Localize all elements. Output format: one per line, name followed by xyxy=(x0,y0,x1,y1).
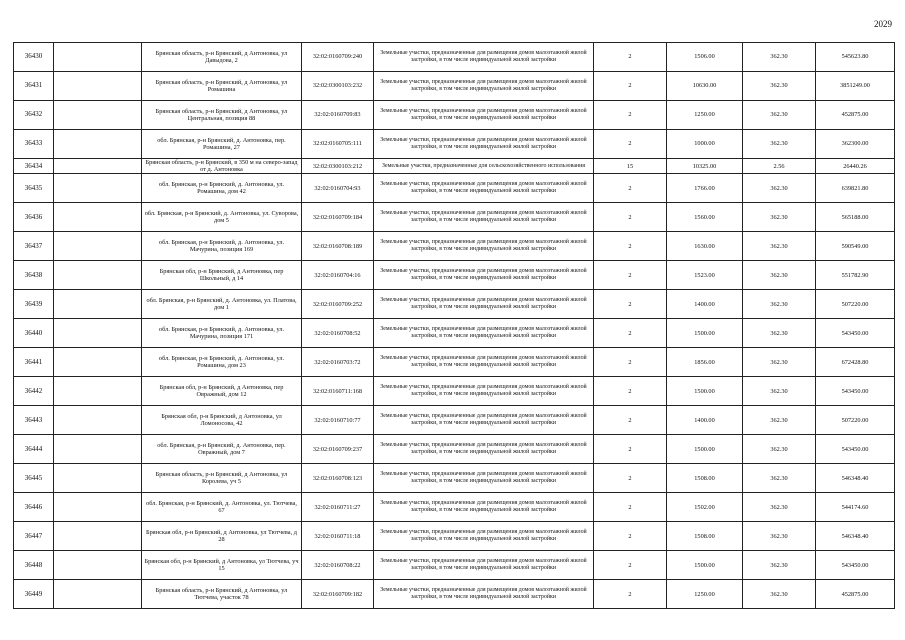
table-row xyxy=(14,43,895,72)
land-use-cell: Земельные участки, предназначенные для размещения домов малоэтажной жилой застройки, в том числе индивидуальной жилой застройки xyxy=(374,406,594,435)
record-number-cell: 36447 xyxy=(14,522,54,551)
cadastral-value-cell: 565188.00 xyxy=(816,203,895,232)
rate-cell: 362.30 xyxy=(743,493,816,522)
address-cell: Брянская область, р-н Брянский, д Антоновка, ул Тютчева, участок 78 xyxy=(142,580,302,609)
group-cell: 2 xyxy=(594,406,667,435)
area-cell: 1508.00 xyxy=(667,464,743,493)
record-number-cell: 36445 xyxy=(14,464,54,493)
address-cell: Брянская область, р-н Брянский, д Антоновка, ул Ромашина xyxy=(142,72,302,101)
address-cell: обл. Брянская, р-н Брянский, д. Антоновка, ул. Ромашина, дом 42 xyxy=(142,174,302,203)
blank-cell xyxy=(54,232,142,261)
land-use-cell: Земельные участки, предназначенные для размещения домов малоэтажной жилой застройки, в том числе индивидуальной жилой застройки xyxy=(374,174,594,203)
rate-cell: 362.30 xyxy=(743,72,816,101)
record-number-cell: 36430 xyxy=(14,43,54,72)
land-use-cell: Земельные участки, предназначенные для размещения домов малоэтажной жилой застройки, в том числе индивидуальной жилой застройки xyxy=(374,464,594,493)
area-cell: 1400.00 xyxy=(667,290,743,319)
table-row xyxy=(14,130,895,159)
rate-cell: 362.30 xyxy=(743,203,816,232)
group-cell: 2 xyxy=(594,522,667,551)
cadastral-number-cell: 32:02:0160709:182 xyxy=(302,580,374,609)
land-use-cell: Земельные участки, предназначенные для размещения домов малоэтажной жилой застройки, в том числе индивидуальной жилой застройки xyxy=(374,72,594,101)
blank-cell xyxy=(54,377,142,406)
group-cell: 15 xyxy=(594,159,667,174)
area-cell: 1560.00 xyxy=(667,203,743,232)
group-cell: 2 xyxy=(594,319,667,348)
group-cell: 2 xyxy=(594,203,667,232)
cadastral-value-cell: 546348.40 xyxy=(816,522,895,551)
record-number-cell: 36439 xyxy=(14,290,54,319)
area-cell: 1500.00 xyxy=(667,319,743,348)
blank-cell xyxy=(54,493,142,522)
cadastral-value-cell: 544174.60 xyxy=(816,493,895,522)
cadastral-number-cell: 32:02:0160709:240 xyxy=(302,43,374,72)
blank-cell xyxy=(54,319,142,348)
area-cell: 10630.00 xyxy=(667,72,743,101)
address-cell: обл. Брянская, р-н Брянский, д. Антоновка, ул. Тютчева, 67 xyxy=(142,493,302,522)
record-number-cell: 36434 xyxy=(14,159,54,174)
record-number-cell: 36432 xyxy=(14,101,54,130)
cadastral-value-cell: 545623.80 xyxy=(816,43,895,72)
rate-cell: 362.30 xyxy=(743,174,816,203)
record-number-cell: 36436 xyxy=(14,203,54,232)
cadastral-number-cell: 32:02:0160708:52 xyxy=(302,319,374,348)
address-cell: Брянская обл, р-н Брянский, д Антоновка, ул Тютчева, уч 15 xyxy=(142,551,302,580)
record-number-cell: 36437 xyxy=(14,232,54,261)
rate-cell: 362.30 xyxy=(743,522,816,551)
record-number-cell: 36435 xyxy=(14,174,54,203)
address-cell: Брянская обл, р-н Брянский, д Антоновка, ул Тютчева, д 28 xyxy=(142,522,302,551)
table-row xyxy=(14,319,895,348)
address-cell: обл. Брянская, р-н Брянский, д. Антоновка, пер. Овражный, дом 7 xyxy=(142,435,302,464)
table-row xyxy=(14,290,895,319)
rate-cell: 362.30 xyxy=(743,43,816,72)
table-row xyxy=(14,435,895,464)
blank-cell xyxy=(54,72,142,101)
cadastral-number-cell: 32:02:0160709:252 xyxy=(302,290,374,319)
area-cell: 1000.00 xyxy=(667,130,743,159)
land-use-cell: Земельные участки, предназначенные для размещения домов малоэтажной жилой застройки, в том числе индивидуальной жилой застройки xyxy=(374,522,594,551)
table-row xyxy=(14,232,895,261)
blank-cell xyxy=(54,435,142,464)
table-row xyxy=(14,377,895,406)
cadastral-number-cell: 32:02:0160711:168 xyxy=(302,377,374,406)
cadastral-value-cell: 26440.26 xyxy=(816,159,895,174)
address-cell: обл. Брянская, р-н Брянский, д. Антоновка, ул. Платова, дом 1 xyxy=(142,290,302,319)
table-row xyxy=(14,72,895,101)
group-cell: 2 xyxy=(594,493,667,522)
cadastral-value-cell: 672428.80 xyxy=(816,348,895,377)
cadastral-number-cell: 32:02:0160708:22 xyxy=(302,551,374,580)
blank-cell xyxy=(54,101,142,130)
land-use-cell: Земельные участки, предназначенные для размещения домов малоэтажной жилой застройки, в том числе индивидуальной жилой застройки xyxy=(374,290,594,319)
rate-cell: 362.30 xyxy=(743,580,816,609)
table-row xyxy=(14,203,895,232)
page-number: 2029 xyxy=(874,19,892,29)
area-cell: 1856.00 xyxy=(667,348,743,377)
area-cell: 1250.00 xyxy=(667,580,743,609)
rate-cell: 362.30 xyxy=(743,319,816,348)
cadastral-number-cell: 32:02:0160709:83 xyxy=(302,101,374,130)
cadastral-number-cell: 32:02:0160709:184 xyxy=(302,203,374,232)
group-cell: 2 xyxy=(594,580,667,609)
blank-cell xyxy=(54,580,142,609)
blank-cell xyxy=(54,406,142,435)
rate-cell: 362.30 xyxy=(743,101,816,130)
blank-cell xyxy=(54,522,142,551)
cadastral-value-cell: 3851249.00 xyxy=(816,72,895,101)
group-cell: 2 xyxy=(594,435,667,464)
cadastral-number-cell: 32:02:0300103:232 xyxy=(302,72,374,101)
record-number-cell: 36449 xyxy=(14,580,54,609)
group-cell: 2 xyxy=(594,174,667,203)
cadastral-value-cell: 546348.40 xyxy=(816,464,895,493)
cadastral-value-table xyxy=(13,42,895,609)
land-use-cell: Земельные участки, предназначенные для размещения домов малоэтажной жилой застройки, в том числе индивидуальной жилой застройки xyxy=(374,551,594,580)
address-cell: Брянская область, р-н Брянский, д Антоновка, ул Королева, уч 5 xyxy=(142,464,302,493)
cadastral-value-cell: 590549.00 xyxy=(816,232,895,261)
area-cell: 1523.00 xyxy=(667,261,743,290)
record-number-cell: 36441 xyxy=(14,348,54,377)
land-use-cell: Земельные участки, предназначенные для размещения домов малоэтажной жилой застройки, в том числе индивидуальной жилой застройки xyxy=(374,130,594,159)
group-cell: 2 xyxy=(594,348,667,377)
land-use-cell: Земельные участки, предназначенные для размещения домов малоэтажной жилой застройки, в том числе индивидуальной жилой застройки xyxy=(374,493,594,522)
group-cell: 2 xyxy=(594,464,667,493)
record-number-cell: 36433 xyxy=(14,130,54,159)
table-row xyxy=(14,464,895,493)
cadastral-number-cell: 32:02:0300103:212 xyxy=(302,159,374,174)
rate-cell: 362.30 xyxy=(743,551,816,580)
table-row xyxy=(14,580,895,609)
group-cell: 2 xyxy=(594,43,667,72)
blank-cell xyxy=(54,159,142,174)
cadastral-number-cell: 32:02:0160711:27 xyxy=(302,493,374,522)
table-row xyxy=(14,348,895,377)
group-cell: 2 xyxy=(594,232,667,261)
cadastral-number-cell: 32:02:0160708:189 xyxy=(302,232,374,261)
cadastral-value-cell: 507220.00 xyxy=(816,406,895,435)
table-row xyxy=(14,261,895,290)
group-cell: 2 xyxy=(594,72,667,101)
rate-cell: 362.30 xyxy=(743,290,816,319)
area-cell: 1506.00 xyxy=(667,43,743,72)
land-use-cell: Земельные участки, предназначенные для сельскохозяйственного использования xyxy=(374,159,594,174)
address-cell: Брянская область, р-н Брянский, в 350 м на северо-запад от д. Антоновка xyxy=(142,159,302,174)
cadastral-value-cell: 551782.90 xyxy=(816,261,895,290)
group-cell: 2 xyxy=(594,377,667,406)
address-cell: обл. Брянская, р-н Брянский, д. Антоновка, ул. Суворова, дом 5 xyxy=(142,203,302,232)
cadastral-value-cell: 543450.00 xyxy=(816,377,895,406)
rate-cell: 362.30 xyxy=(743,435,816,464)
record-number-cell: 36446 xyxy=(14,493,54,522)
address-cell: обл. Брянская, р-н Брянский, д. Антоновка, пер. Ромашина, 27 xyxy=(142,130,302,159)
address-cell: обл. Брянская, р-н Брянский, д. Антоновка, ул. Мачурина, позиция 171 xyxy=(142,319,302,348)
cadastral-value-cell: 362300.00 xyxy=(816,130,895,159)
blank-cell xyxy=(54,130,142,159)
rate-cell: 362.30 xyxy=(743,261,816,290)
record-number-cell: 36443 xyxy=(14,406,54,435)
land-use-cell: Земельные участки, предназначенные для размещения домов малоэтажной жилой застройки, в том числе индивидуальной жилой застройки xyxy=(374,261,594,290)
address-cell: Брянская область, р-н Брянский, д Антоновка, ул Давыдова, 2 xyxy=(142,43,302,72)
cadastral-value-cell: 507220.00 xyxy=(816,290,895,319)
cadastral-value-cell: 639821.80 xyxy=(816,174,895,203)
cadastral-number-cell: 32:02:0160708:123 xyxy=(302,464,374,493)
blank-cell xyxy=(54,464,142,493)
address-cell: Брянская обл, р-н Брянский, д Антоновка, пер Школьный, д 14 xyxy=(142,261,302,290)
group-cell: 2 xyxy=(594,101,667,130)
rate-cell: 362.30 xyxy=(743,130,816,159)
record-number-cell: 36444 xyxy=(14,435,54,464)
cadastral-value-cell: 543450.00 xyxy=(816,319,895,348)
record-number-cell: 36442 xyxy=(14,377,54,406)
table-row xyxy=(14,551,895,580)
area-cell: 1500.00 xyxy=(667,377,743,406)
address-cell: Брянская обл, р-н Брянский, д Антоновка, пер Овражный, дом 12 xyxy=(142,377,302,406)
cadastral-number-cell: 32:02:0160705:111 xyxy=(302,130,374,159)
cadastral-value-cell: 543450.00 xyxy=(816,435,895,464)
blank-cell xyxy=(54,290,142,319)
land-use-cell: Земельные участки, предназначенные для размещения домов малоэтажной жилой застройки, в том числе индивидуальной жилой застройки xyxy=(374,43,594,72)
table-body xyxy=(14,43,895,609)
rate-cell: 362.30 xyxy=(743,406,816,435)
record-number-cell: 36448 xyxy=(14,551,54,580)
blank-cell xyxy=(54,203,142,232)
table-row xyxy=(14,174,895,203)
table-row xyxy=(14,522,895,551)
group-cell: 2 xyxy=(594,261,667,290)
cadastral-value-cell: 452875.00 xyxy=(816,580,895,609)
blank-cell xyxy=(54,43,142,72)
cadastral-number-cell: 32:02:0160704:93 xyxy=(302,174,374,203)
land-use-cell: Земельные участки, предназначенные для размещения домов малоэтажной жилой застройки, в том числе индивидуальной жилой застройки xyxy=(374,203,594,232)
cadastral-number-cell: 32:02:0160703:72 xyxy=(302,348,374,377)
land-use-cell: Земельные участки, предназначенные для размещения домов малоэтажной жилой застройки, в том числе индивидуальной жилой застройки xyxy=(374,348,594,377)
address-cell: обл. Брянская, р-н Брянский, д. Антоновка, ул. Мачурина, позиция 169 xyxy=(142,232,302,261)
area-cell: 10325.00 xyxy=(667,159,743,174)
rate-cell: 2.56 xyxy=(743,159,816,174)
area-cell: 1250.00 xyxy=(667,101,743,130)
blank-cell xyxy=(54,551,142,580)
blank-cell xyxy=(54,348,142,377)
rate-cell: 362.30 xyxy=(743,348,816,377)
address-cell: Брянская обл, р-н Брянский, д Антоновка, ул Ломоносова, 42 xyxy=(142,406,302,435)
cadastral-number-cell: 32:02:0160704:16 xyxy=(302,261,374,290)
rate-cell: 362.30 xyxy=(743,464,816,493)
land-use-cell: Земельные участки, предназначенные для размещения домов малоэтажной жилой застройки, в том числе индивидуальной жилой застройки xyxy=(374,101,594,130)
area-cell: 1766.00 xyxy=(667,174,743,203)
land-use-cell: Земельные участки, предназначенные для размещения домов малоэтажной жилой застройки, в том числе индивидуальной жилой застройки xyxy=(374,377,594,406)
land-use-cell: Земельные участки, предназначенные для размещения домов малоэтажной жилой застройки, в том числе индивидуальной жилой застройки xyxy=(374,319,594,348)
record-number-cell: 36431 xyxy=(14,72,54,101)
group-cell: 2 xyxy=(594,130,667,159)
land-use-cell: Земельные участки, предназначенные для размещения домов малоэтажной жилой застройки, в том числе индивидуальной жилой застройки xyxy=(374,580,594,609)
record-number-cell: 36438 xyxy=(14,261,54,290)
table-row xyxy=(14,159,895,174)
land-use-cell: Земельные участки, предназначенные для размещения домов малоэтажной жилой застройки, в том числе индивидуальной жилой застройки xyxy=(374,232,594,261)
blank-cell xyxy=(54,174,142,203)
address-cell: Брянская область, р-н Брянский, д Антоновка, ул Центральная, позиция 88 xyxy=(142,101,302,130)
rate-cell: 362.30 xyxy=(743,377,816,406)
cadastral-number-cell: 32:02:0160709:237 xyxy=(302,435,374,464)
group-cell: 2 xyxy=(594,551,667,580)
area-cell: 1400.00 xyxy=(667,406,743,435)
cadastral-number-cell: 32:02:0160711:18 xyxy=(302,522,374,551)
table-row xyxy=(14,101,895,130)
table-row xyxy=(14,406,895,435)
record-number-cell: 36440 xyxy=(14,319,54,348)
area-cell: 1502.00 xyxy=(667,493,743,522)
address-cell: обл. Брянская, р-н Брянский, д. Антоновка, ул. Ромашина, дом 23 xyxy=(142,348,302,377)
cadastral-value-cell: 543450.00 xyxy=(816,551,895,580)
rate-cell: 362.30 xyxy=(743,232,816,261)
area-cell: 1500.00 xyxy=(667,435,743,464)
land-use-cell: Земельные участки, предназначенные для размещения домов малоэтажной жилой застройки, в том числе индивидуальной жилой застройки xyxy=(374,435,594,464)
cadastral-number-cell: 32:02:0160710:77 xyxy=(302,406,374,435)
table-row xyxy=(14,493,895,522)
blank-cell xyxy=(54,261,142,290)
area-cell: 1630.00 xyxy=(667,232,743,261)
area-cell: 1500.00 xyxy=(667,551,743,580)
group-cell: 2 xyxy=(594,290,667,319)
area-cell: 1508.00 xyxy=(667,522,743,551)
cadastral-value-cell: 452875.00 xyxy=(816,101,895,130)
